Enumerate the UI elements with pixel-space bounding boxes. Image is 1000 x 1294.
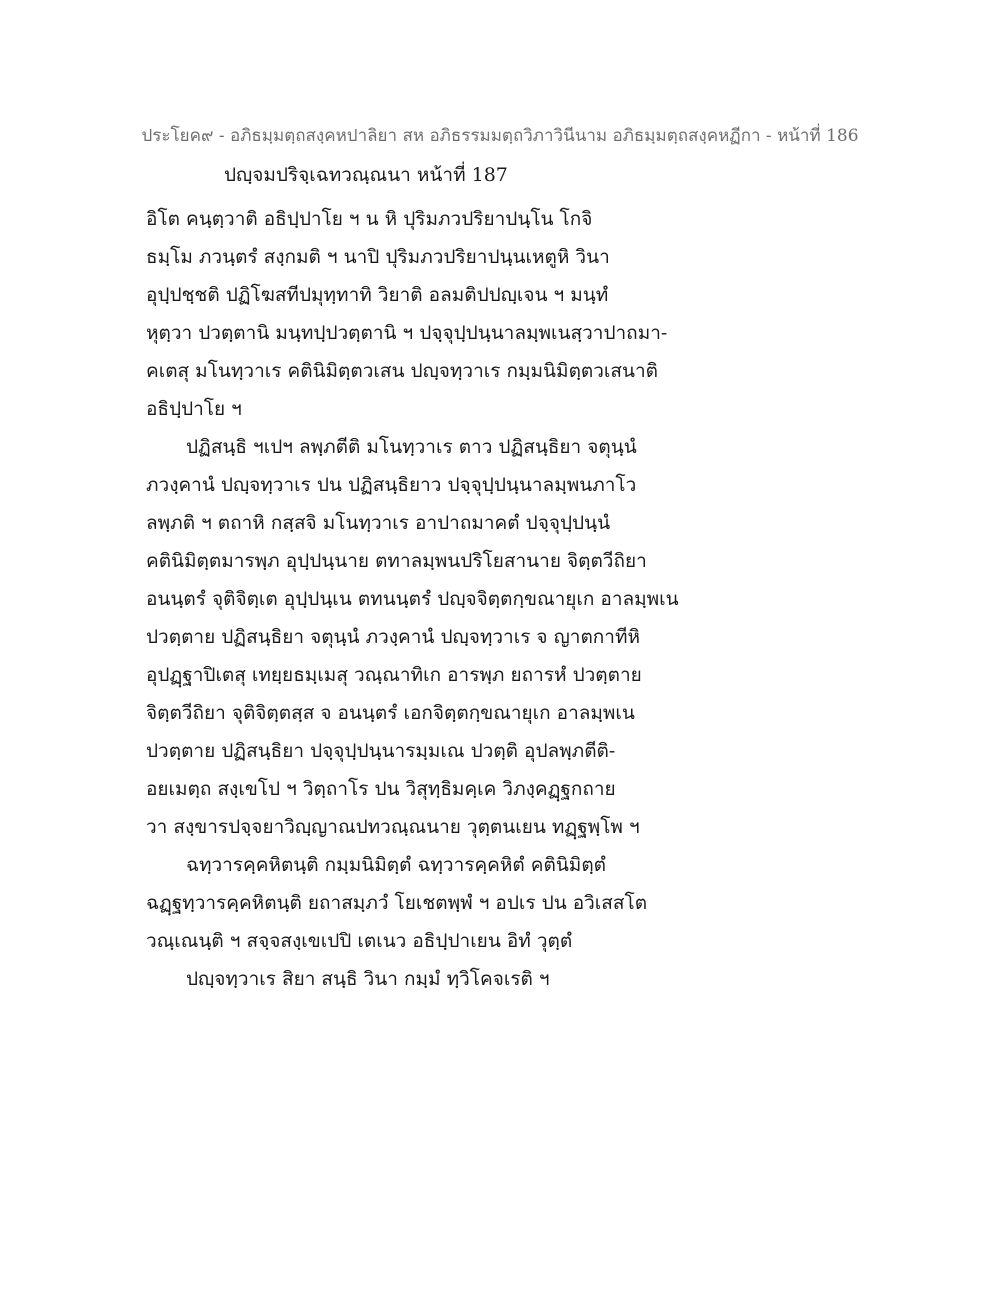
text-line: ปวตฺตาย ปฏิสนฺธิยา จตุนฺนํ ภวงฺคานํ ปญฺจทฺวาเร จ ญาตกาทีหิ <box>146 626 641 648</box>
text-line: ภวงฺคานํ ปญฺจทฺวาเร ปน ปฏิสนฺธิยาว ปจฺจุปฺปนฺนาลมฺพนภาโว <box>146 474 637 496</box>
paragraph-start-line: ปฏิสนฺธิ ฯเปฯ ลพฺภตีติ มโนทฺวาเร ตาว ปฏิสนฺธิยา จตุนฺนํ <box>186 436 637 458</box>
running-header: ประโยค๙ - อภิธมฺมตฺถสงฺคหปาลิยา สห อภิธรรมมตฺถวิภาวินีนาม อภิธมฺมตฺถสงฺคหฏีกา - หน้าที่ 186 <box>141 126 859 146</box>
body-text <box>146 200 706 998</box>
text-line: วา สงฺขารปจฺจยาวิญฺญาณปทวณฺณนาย วุตฺตนเยน ทฏฺฐพฺโพ ฯ <box>146 816 640 838</box>
text-line: อนนฺตรํ จุติจิตฺเต อุปฺปนฺเน ตทนนฺตรํ ปญฺจจิตฺตกฺขณายุเก อาลมฺพเน <box>146 588 679 610</box>
text-line: หุตฺวา ปวตฺตานิ มนฺทปฺปวตฺตานิ ฯ ปจฺจุปฺปนฺนาลมฺพเนสฺวาปาถมา- <box>146 322 668 344</box>
text-line: จิตฺตวีถิยา จุติจิตฺตสฺส จ อนนฺตรํ เอกจิตฺตกฺขณายุเก อาลมฺพเน <box>146 702 635 724</box>
text-line: ธมฺโม ภวนฺตรํ สงฺกมติ ฯ นาปิ ปุริมภวปริยาปนฺนเหตูหิ วินา <box>146 246 610 268</box>
text-line: ฉฏฺฐทฺวารคฺคหิตนฺติ ยถาสมฺภวํ โยเชตพฺพํ ฯ อปเร ปน อวิเสสโต <box>146 892 648 914</box>
text-line: ปวตฺตาย ปฏิสนฺธิยา ปจฺจุปฺปนฺนารมฺมเณ ปวตฺติ อุปลพฺภตีติ- <box>146 740 616 762</box>
paragraph-start-line: ปญฺจทฺวาเร สิยา สนฺธิ วินา กมฺมํ ทฺวิโคจเรติ ฯ <box>186 968 550 990</box>
page-title: ปญฺจมปริจฺเฉทวณฺณนา หน้าที่ 187 <box>224 164 508 186</box>
text-line: อุปฺปชฺชติ ปฏิโฆสทีปมุทฺทาทิ วิยาติ อลมติปปญฺเจน ฯ มนฺทํ <box>146 284 609 306</box>
text-line: อยเมตฺถ สงฺเขโป ฯ วิตฺถาโร ปน วิสุทฺธิมคฺเค วิภงฺคฏฺฐกถาย <box>146 778 616 800</box>
text-line: อธิปฺปาโย ฯ <box>146 398 242 420</box>
text-line: ลพฺภติ ฯ ตถาหิ กสฺสจิ มโนทฺวาเร อาปาถมาคตํ ปจฺจุปฺปนฺนํ <box>146 512 611 534</box>
text-line: คตินิมิตฺตมารพฺภ อุปฺปนฺนาย ตทาลมฺพนปริโยสานาย จิตฺตวีถิยา <box>146 550 647 572</box>
text-line: อุปฏฺฐาปิเตสุ เทยฺยธมฺเมสุ วณฺณาทิเก อารพฺภ ยถารหํ ปวตฺตาย <box>146 664 642 686</box>
text-line: วณฺเณนฺติ ฯ สจฺจสงฺเขเปปิ เตเนว อธิปฺปาเยน อิทํ วุตฺตํ <box>146 930 573 952</box>
text-line: คเตสุ มโนทฺวาเร คตินิมิตฺตวเสน ปญฺจทฺวาเร กมฺมนิมิตฺตวเสนาติ <box>146 360 659 382</box>
paragraph-start-line: ฉทฺวารคฺคหิตนฺติ กมฺมนิมิตฺตํ ฉทฺวารคฺคหิตํ คตินิมิตฺตํ <box>186 854 607 876</box>
text-line: อิโต คนฺตฺวาติ อธิปฺปาโย ฯ น หิ ปุริมภวปริยาปนฺโน โกจิ <box>146 208 593 230</box>
